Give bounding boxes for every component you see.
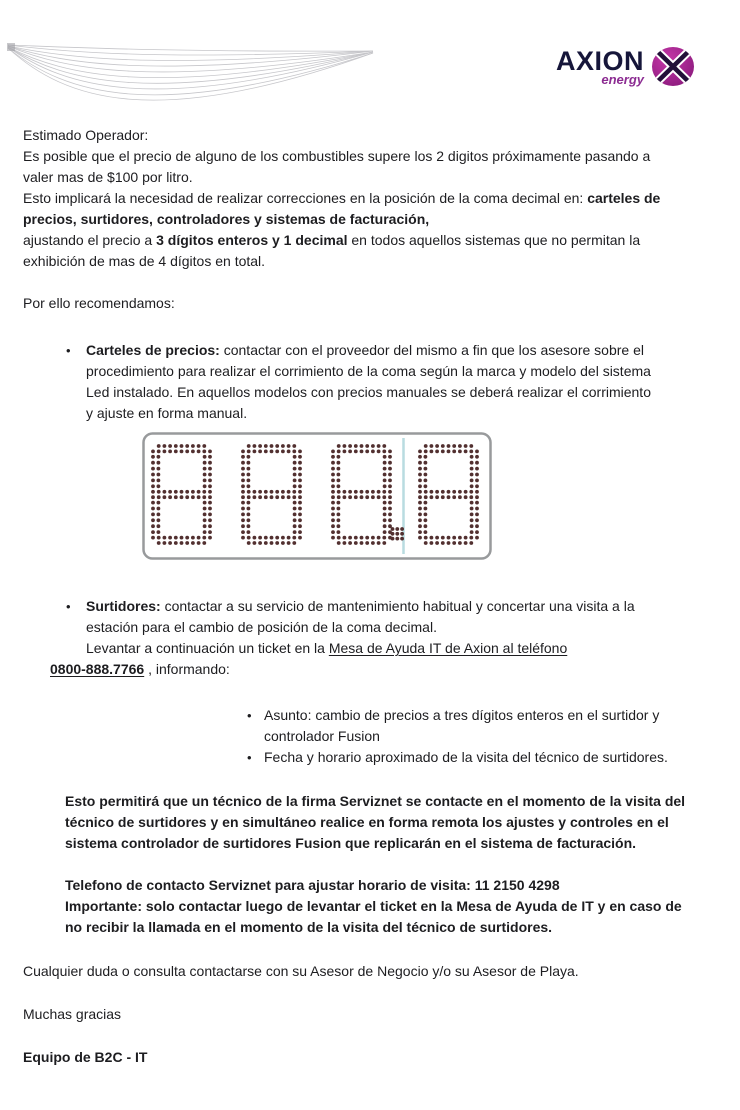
bullet-carteles [0,340,740,424]
text-run: Mesa de Ayuda IT de Axion al teléfono [328,640,568,656]
text-run: 11 2150 4298 [474,877,560,893]
text-run: 3 dígitos enteros y 1 decimal [156,232,348,248]
axion-logo-wordmark [556,45,645,87]
text-run: , informando: [144,661,230,677]
text-line [23,146,740,167]
text-line [23,167,740,188]
logo-sub-text: energy [601,71,645,87]
text-line [65,833,740,854]
text-run: Muchas gracias [23,1006,122,1022]
text-line [264,726,740,747]
text-line [264,747,740,768]
led-price-display [142,432,492,560]
text-line [23,1047,740,1068]
text-run: no recibir la llamada en el momento de la visita del técnico de surtidores. [65,919,553,935]
text-run: controlador Fusion [264,728,380,744]
text-line [65,875,740,896]
thanks-line [0,1004,740,1025]
text-line [23,251,740,272]
swoosh-decoration [5,38,377,116]
text-run: Levantar a continuación un ticket en la [86,640,329,656]
text-line [23,209,740,230]
text-line [23,188,740,209]
text-run: Esto implicará la necesidad de realizar correcciones en la posición de la coma decimal en: [23,190,588,206]
text-run: Importante: solo contactar luego de levantar el ticket en la Mesa de Ayuda de IT y en caso de [65,898,682,914]
text-run: en todos aquellos sistemas que no permitan la [347,232,641,248]
bullet-surtidores [0,596,740,659]
text-line [23,1004,740,1025]
logo-brand-text: AXION [556,45,645,76]
text-run: procedimiento para realizar el corrimiento de la coma según la marca y modelo del sistema [86,363,651,379]
text-line [65,896,740,917]
text-run: Cualquier duda o consulta contactarse con su Asesor de Negocio y/o su Asesor de Playa. [23,963,579,979]
text-line [23,125,740,146]
subbullet-asunto [0,705,740,747]
text-run: Equipo de B2C - IT [23,1049,148,1065]
axion-logo [556,46,695,88]
text-run: Por ello recomendamos: [23,295,175,311]
text-run: Telefono de contacto Serviznet para ajustar horario de visita: [65,877,475,893]
text-line [65,917,740,938]
text-run: Asunto: cambio de precios a tres dígitos enteros en el surtidor y [264,707,660,723]
swoosh-origin-mark [7,43,15,51]
letter-body [0,125,740,1068]
text-run: estación para el cambio de posición de la coma decimal. [86,619,437,635]
text-line [86,638,740,659]
text-run: Carteles de precios: [86,342,220,358]
text-run: carteles de [587,190,661,206]
text-line [50,659,740,680]
text-line [86,617,740,638]
text-line [65,812,740,833]
text-run: técnico de surtidores y en simultáneo realice en forma remota los ajustes y controles en el [65,814,669,830]
led-price-display [0,432,740,566]
text-run: contactar con el proveedor del mismo a fin que los asesore sobre el [219,342,644,358]
subbullet-fecha [0,747,740,768]
text-run: ajustando el precio a [23,232,157,248]
recommendation-intro [0,293,740,314]
text-run: sistema controlador de surtidores Fusion que replicarán en el sistema de facturación. [65,835,637,851]
text-line [23,293,740,314]
text-line [86,340,740,361]
contact-paragraph [0,875,740,938]
text-line [86,361,740,382]
text-run: contactar a su servicio de mantenimiento habitual y concertar una visita a la [160,598,635,614]
phone-ticket-line [0,659,740,680]
bullet-marker: • [247,750,252,765]
text-run: 0800-888.7766 [50,661,145,677]
intro-paragraph [0,125,740,272]
serviznet-paragraph [0,791,740,854]
text-run: valer mas de $100 por litro. [23,169,193,185]
signature-line [0,1047,740,1068]
text-run: Esto permitirá que un técnico de la firma Serviznet se contacte en el momento de la visita del [65,793,686,809]
text-line [86,596,740,617]
text-run: y ajuste en forma manual. [86,405,248,421]
text-run: Fecha y horario aproximado de la visita del técnico de surtidores. [264,749,668,765]
bullet-marker: • [66,599,71,614]
closing-advice [0,961,740,982]
text-run: Es posible que el precio de alguno de los combustibles supere los 2 digitos próximamente pasando a [23,148,651,164]
text-run: exhibición de mas de 4 dígitos en total. [23,253,266,269]
text-line [23,230,740,251]
text-line [23,961,740,982]
bullet-marker: • [247,708,252,723]
text-run: Surtidores: [86,598,161,614]
logo-x-ball-icon [651,46,695,88]
text-run: precios, surtidores, controladores y sistemas de facturación, [23,211,430,227]
text-line [65,791,740,812]
text-run: Led instalado. En aquellos modelos con precios manuales se deberá realizar el corrimiento [86,384,651,400]
text-line [264,705,740,726]
text-run: Estimado Operador: [23,127,149,143]
text-line [86,403,740,424]
text-line [86,382,740,403]
bullet-marker: • [66,343,71,358]
